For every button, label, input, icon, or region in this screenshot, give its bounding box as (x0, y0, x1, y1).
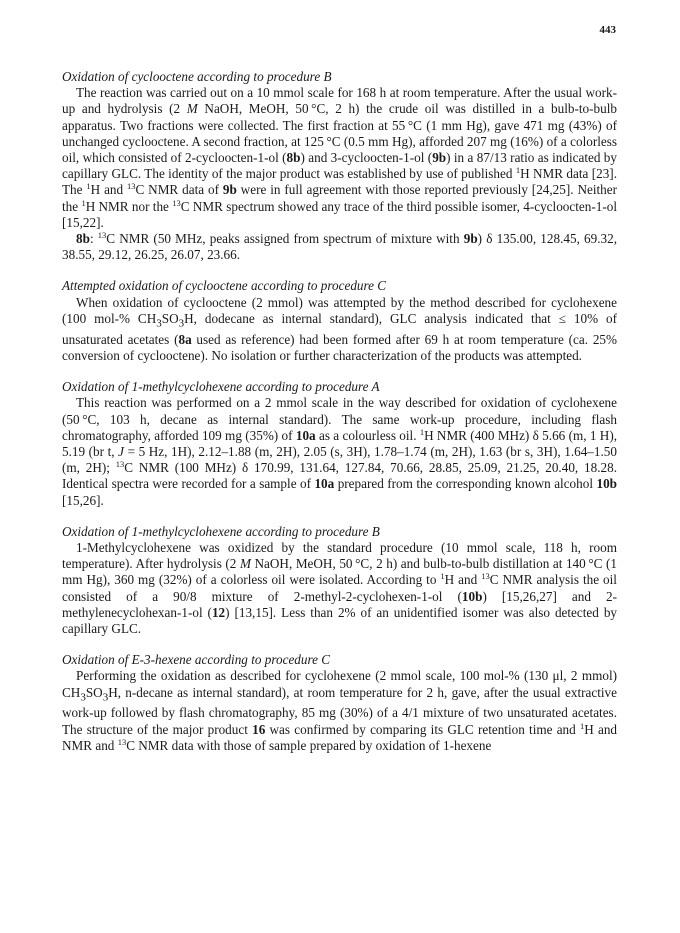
page-number: 443 (599, 24, 616, 36)
body-paragraph: 8b: $^{13}$C NMR (50 MHz, peaks assigned from spectrum of mixture with 9b) δ 135.00, 128.45, 69.32, 38.55, 29.12, 26.25, 26.07, 23.66. (62, 230, 617, 263)
section (62, 652, 617, 754)
body-paragraph: Performing the oxidation as described for cyclohexene (2 mmol scale, 100 mol-% (130 μl, 2 mmol) $CH_3SO_3H$, n-decane as internal standard), at room temperature for 2 h, gave, after the usual extractive work-up followed by flash chromatography, 85 mg (30%) of a 4/1 mixture of two unsaturated acetates. The structure of the major product 16 was confirmed by comparing its GLC retention time and $^1$H and NMR and $^{13}$C NMR data with those of sample prepared by oxidation of 1-hexene (62, 668, 618, 753)
section-heading: Attempted oxidation of cyclooctene according to procedure C (62, 278, 387, 294)
body-paragraph: This reaction was performed on a 2 mmol scale in the way described for oxidation of cyclohexene (50 °C, 103 h, decane as internal standard). The same work-up procedure, including flash chromatography, afforded 109 mg (35%) of 10a as a colourless oil. $^1$H NMR (400 MHz) δ 5.66 (m, 1 H), 5.19 (br t, J = 5 Hz, 1H), 2.12–1.88 (m, 2H), 2.05 (s, 3H), 1.78–1.74 (m, 2H), 1.63 (br s, 3H), 1.64–1.50 (m, 2H); $^{13}$C NMR (100 MHz) δ 170.99, 131.64, 127.84, 70.66, 28.85, 25.09, 21.25, 20.40, 18.28. Identical spectra were recorded for a sample of 10a prepared from the corresponding known alcohol 10b [15,26]. (62, 395, 618, 508)
body-paragraph: The reaction was carried out on a 10 mmol scale for 168 h at room temperature. After the usual work-up and hydrolysis (2 M NaOH, MeOH, 50 °C, 2 h) the crude oil was distilled in a bulb-to-bulb apparatus. Two fractions were collected. The first fraction at 55 °C (1 mm Hg), gave 471 mg (43%) of unchanged cyclooctene. A second fraction, at 125 °C (0.5 mm Hg), afforded 207 mg (16%) of a colorless oil, which consisted of 2-cycloocten-1-ol (8b) and 3-cycloocten-1-ol (9b) in a 87/13 ratio as indicated by capillary GLC. The identity of the major product was established by use of published $^1$H NMR data [23]. The $^1$H and $^{13}$C NMR data of 9b were in full agreement with those reported previously [24,25]. Neither the $^1$H NMR nor the $^{13}$C NMR spectrum showed any trace of the third possible isomer, 4-cycloocten-1-ol [15,22]. (62, 85, 617, 230)
body-paragraph: When oxidation of cyclooctene (2 mmol) was attempted by the method described for cyclohexene (100 mol-% $CH_3SO_3H$, dodecane as internal standard), GLC analysis indicated that ≤ 10% of unsaturated acetates (8a used as reference) had been formed after 69 h at room temperature (ca. 25% conversion of cyclooctene). No isolation or further characterization of the products was attempted. (62, 294, 617, 363)
section-heading: Oxidation of cyclooctene according to procedure B (62, 69, 332, 84)
body-paragraph: 1-Methylcyclohexene was oxidized by the standard procedure (10 mmol scale, 118 h, room temperature). After hydrolysis (2 M NaOH, MeOH, 50 °C, 2 h) and bulb-to-bulb distillation at 140 °C (1 mm Hg), 360 mg (32%) of a colorless oil were isolated. According to $^1$H and $^{13}$C NMR analysis the oil consisted of a 90/8 mixture of 2-methyl-2-cyclohexen-1-ol (10b) [15,26,27] and 2-methylenecyclohexan-1-ol (12) [13,15]. Less than 2% of an unidentified isomer was also detected by capillary GLC. (62, 539, 618, 636)
section (62, 69, 617, 263)
experimental-section (62, 69, 617, 769)
section (62, 524, 617, 637)
section-heading: Oxidation of E-3-hexene according to procedure C (62, 652, 331, 668)
section (62, 379, 617, 509)
section-heading: Oxidation of 1-methylcyclohexene according to procedure B (62, 523, 380, 539)
section-heading: Oxidation of 1-methylcyclohexene according to procedure A (62, 379, 380, 395)
section (62, 278, 617, 364)
